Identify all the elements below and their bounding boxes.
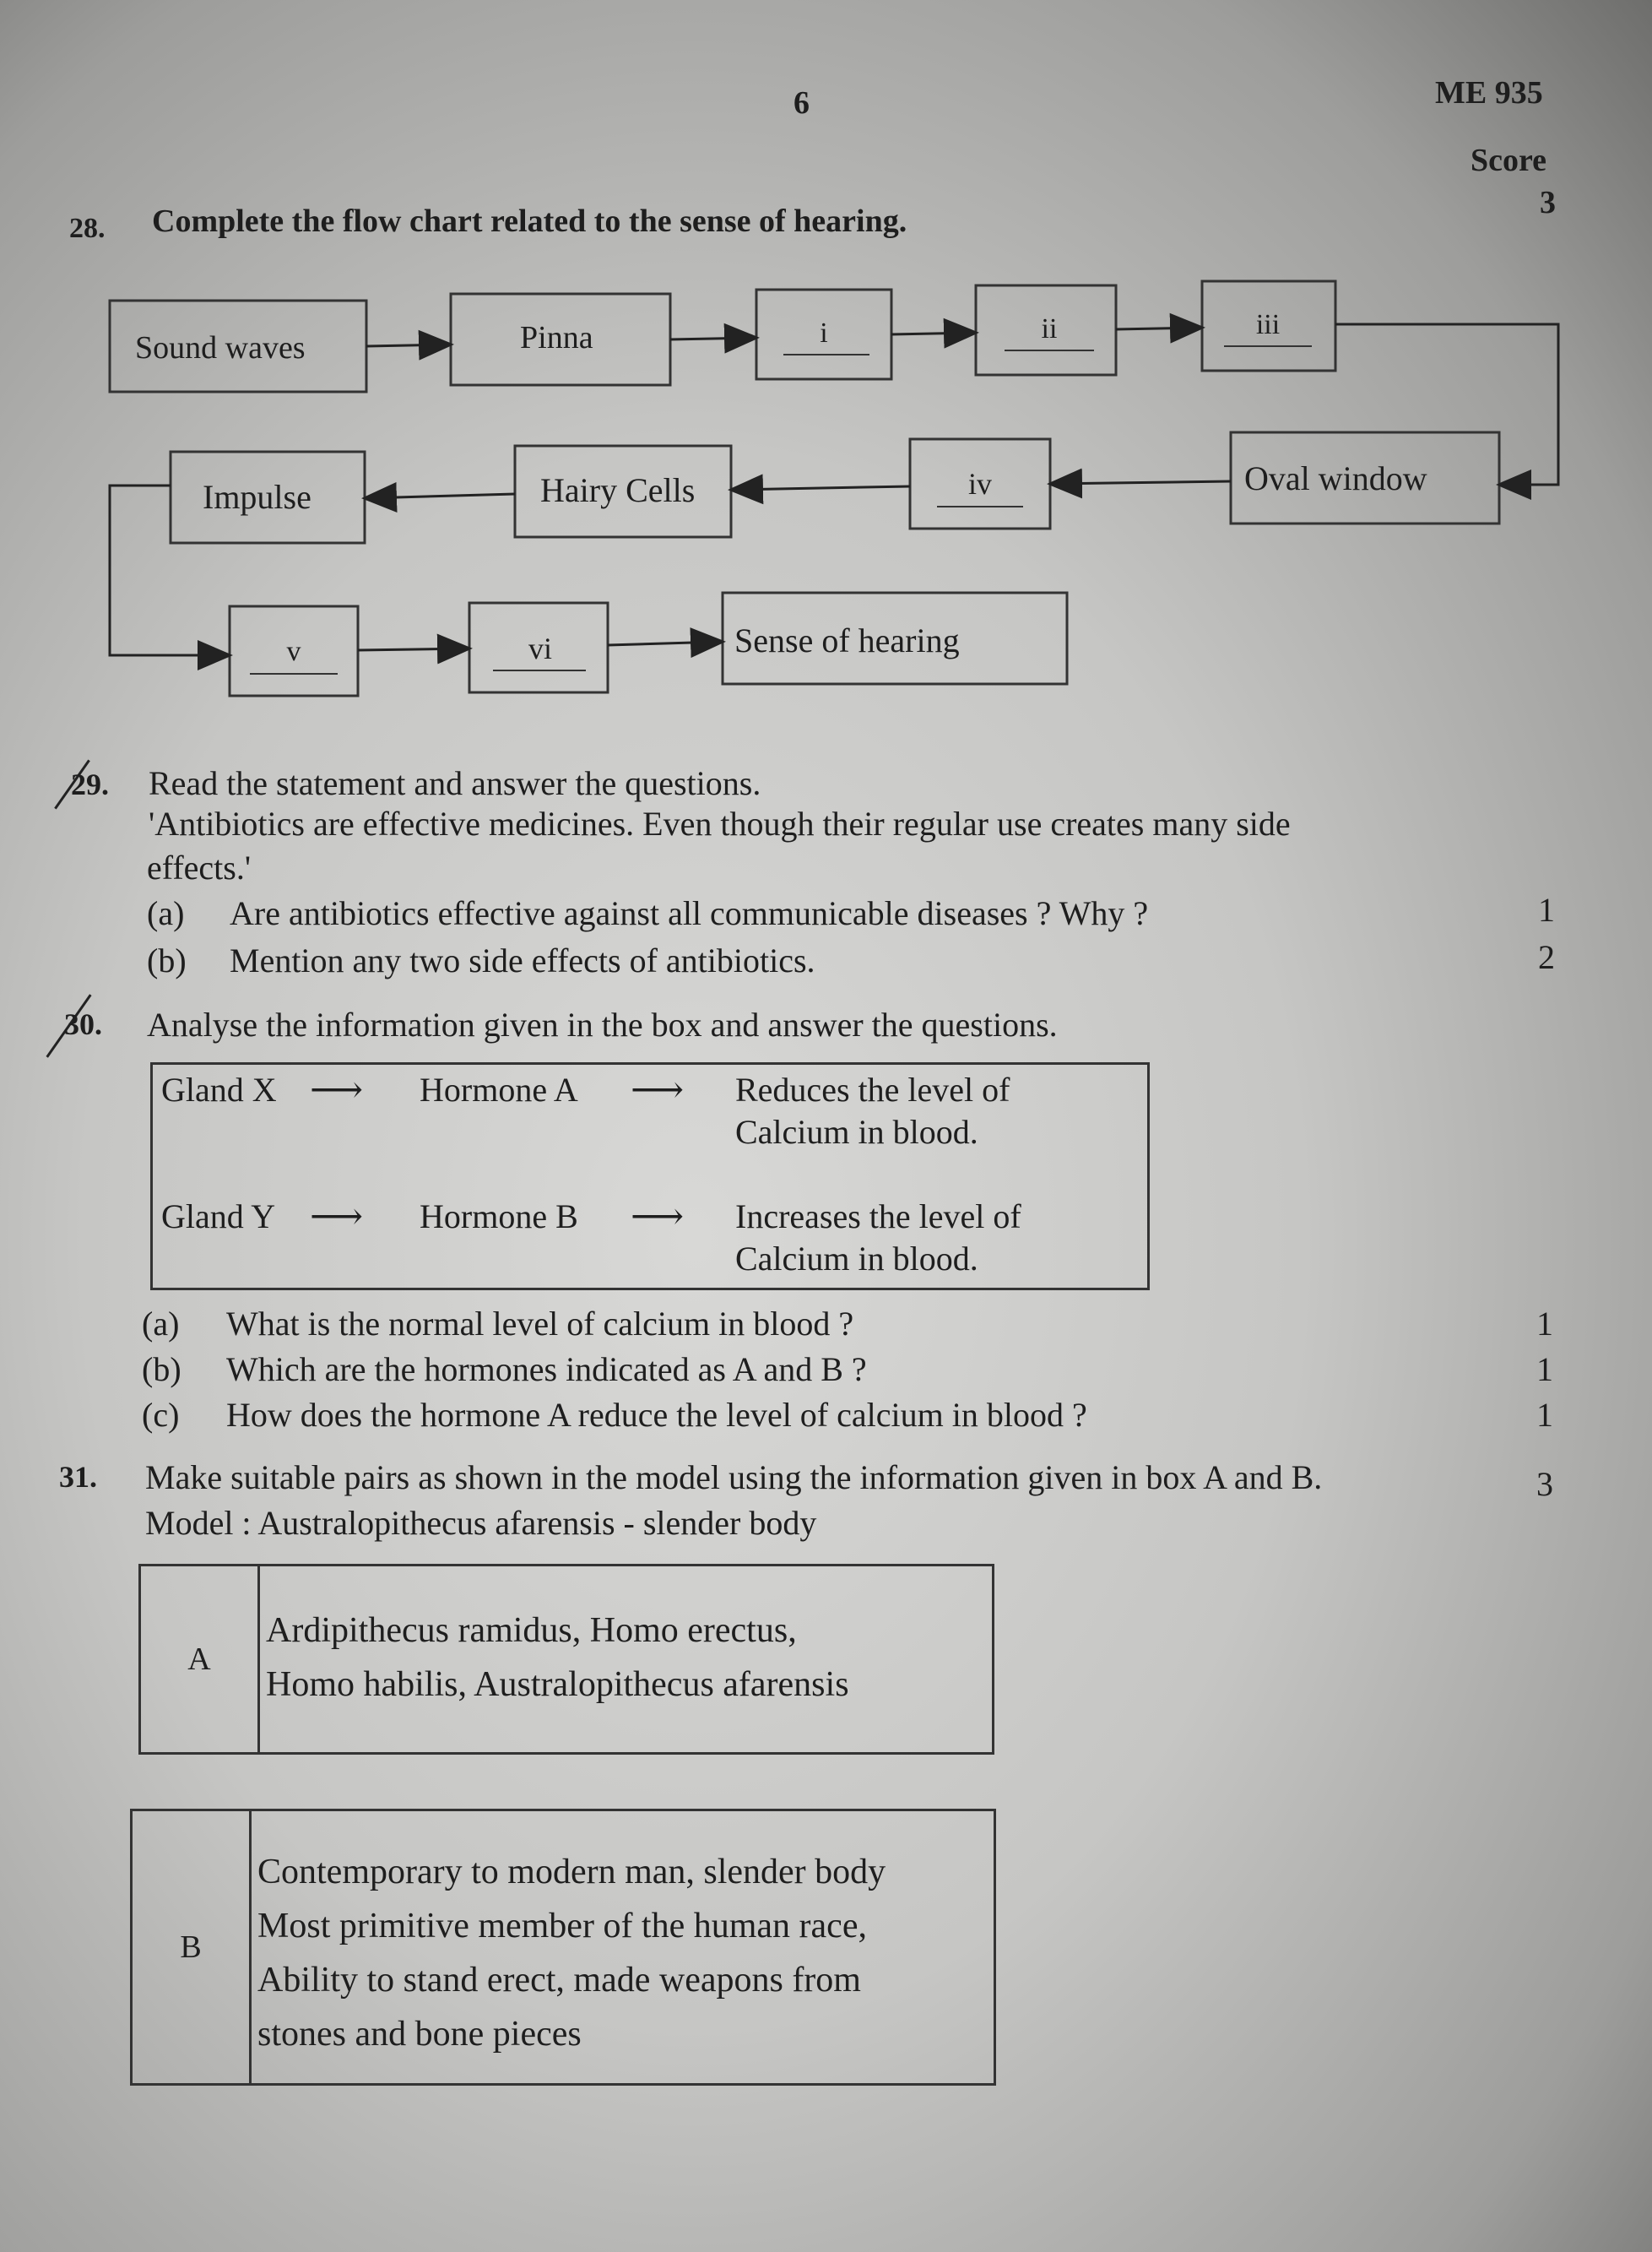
box-a	[138, 1564, 994, 1755]
flow-label-iii: iii	[1255, 309, 1281, 340]
box-b-label: B	[133, 1811, 252, 2083]
flow-label-vi: vi	[528, 632, 553, 665]
flow-label-iv: iv	[967, 467, 993, 501]
question-29a-label: (a)	[147, 894, 185, 932]
flow-label-v: v	[286, 636, 301, 667]
box-b-line1: Contemporary to modern man, slender body	[257, 1853, 886, 1891]
question-31-text: Make suitable pairs as shown in the model using the information given in box A and B.	[145, 1458, 1323, 1496]
hormone-b: Hormone B	[420, 1197, 578, 1235]
flow-label-pinna: Pinna	[520, 320, 593, 355]
question-29b-label: (b)	[147, 941, 187, 979]
question-number-28: 28.	[69, 213, 106, 244]
flow-label-sense-of-hearing: Sense of hearing	[734, 621, 960, 659]
question-28-score: 3	[1540, 185, 1556, 220]
question-28-text: Complete the flow chart related to the sense of hearing.	[152, 203, 907, 239]
hormone-info-box	[150, 1062, 1150, 1290]
question-number-31: 31.	[59, 1460, 97, 1494]
effect-b-line1: Increases the level of	[735, 1197, 1021, 1235]
flow-label-i: i	[820, 317, 828, 349]
question-31-score: 3	[1536, 1465, 1553, 1503]
box-a-line2: Homo habilis, Australopithecus afarensis	[266, 1665, 849, 1704]
effect-a-line1: Reduces the level of	[735, 1071, 1010, 1109]
score-heading: Score	[1471, 143, 1547, 178]
question-30-text: Analyse the information given in the box and answer the questions.	[147, 1006, 1058, 1044]
question-30b-score: 1	[1536, 1350, 1553, 1388]
question-29b-score: 2	[1538, 938, 1555, 976]
flow-label-hairy-cells: Hairy Cells	[540, 471, 696, 509]
flow-label-impulse: Impulse	[203, 478, 311, 516]
gland-x: Gland X	[161, 1071, 277, 1109]
arrow-icon: ⟶	[631, 1069, 685, 1110]
question-31-model: Model : Australopithecus afarensis - slender body	[145, 1504, 817, 1542]
question-number-30: 30.	[64, 1007, 102, 1041]
box-a-line1: Ardipithecus ramidus, Homo erectus,	[266, 1611, 797, 1650]
box-b	[130, 1809, 996, 2086]
arrow-icon: ⟶	[631, 1196, 685, 1237]
question-30a-score: 1	[1536, 1305, 1553, 1343]
box-b-line3: Ability to stand erect, made weapons from	[257, 1961, 861, 2000]
question-29-quote-line2: effects.'	[147, 849, 252, 887]
flow-label-sound-waves: Sound waves	[135, 330, 306, 366]
hearing-flow-chart	[0, 0, 1652, 760]
box-b-line4: stones and bone pieces	[257, 2015, 582, 2054]
question-30c-text: How does the hormone A reduce the level of calcium in blood ?	[226, 1396, 1087, 1434]
effect-a-line2: Calcium in blood.	[735, 1113, 978, 1151]
question-30c-label: (c)	[142, 1396, 180, 1434]
question-30c-score: 1	[1536, 1396, 1553, 1434]
question-30b-label: (b)	[142, 1350, 181, 1388]
gland-y: Gland Y	[161, 1197, 276, 1235]
box-a-label: A	[141, 1566, 260, 1752]
flow-label-ii: ii	[1041, 313, 1058, 345]
hormone-a: Hormone A	[420, 1071, 578, 1109]
box-b-line2: Most primitive member of the human race,	[257, 1907, 867, 1945]
page-number: 6	[794, 85, 810, 121]
question-29-quote-line1: 'Antibiotics are effective medicines. Even though their regular use creates many side	[149, 805, 1291, 843]
arrow-icon: ⟶	[310, 1196, 364, 1237]
question-30b-text: Which are the hormones indicated as A and B ?	[226, 1350, 867, 1388]
question-29a-text: Are antibiotics effective against all communicable diseases ? Why ?	[230, 894, 1149, 932]
question-30a-text: What is the normal level of calcium in blood ?	[226, 1305, 854, 1343]
paper-code: ME 935	[1435, 75, 1543, 111]
question-29b-text: Mention any two side effects of antibiotics.	[230, 941, 815, 979]
flow-label-oval-window: Oval window	[1244, 459, 1427, 497]
question-number-29: 29.	[71, 768, 109, 801]
effect-b-line2: Calcium in blood.	[735, 1240, 978, 1278]
question-29-text: Read the statement and answer the questions.	[149, 764, 761, 802]
arrow-icon: ⟶	[310, 1069, 364, 1110]
question-29a-score: 1	[1538, 891, 1555, 929]
question-30a-label: (a)	[142, 1305, 180, 1343]
